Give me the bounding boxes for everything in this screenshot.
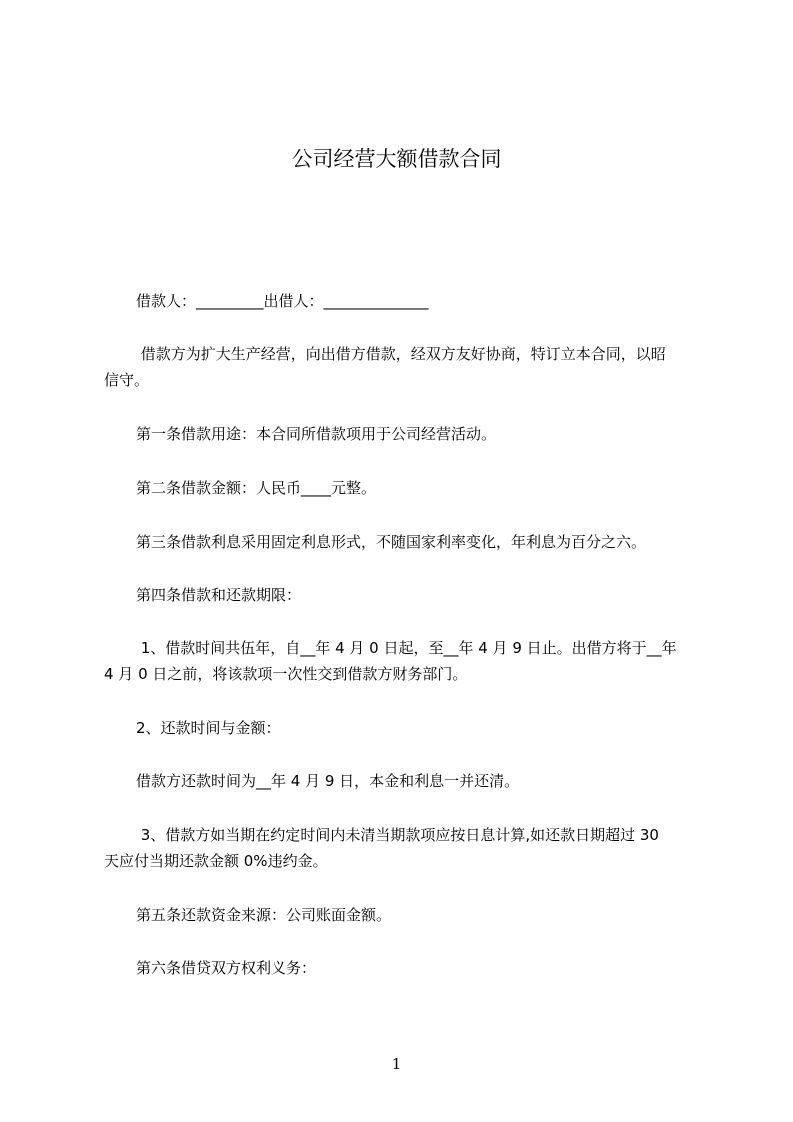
page-number: 1	[391, 1055, 402, 1073]
article-4-clause-1-line-2: 4 月 0 日之前，将该款项一次性交到借款方财务部门。	[104, 665, 468, 683]
article-4-clause-1-line-1: 1、借款时间共伍年，自__年 4 月 0 日起，至__年 4 月 9 日止。出借方将于__年	[136, 639, 677, 657]
article-1: 第一条借款用途：本合同所借款项用于公司经营活动。	[136, 425, 497, 443]
article-5: 第五条还款资金来源：公司账面金额。	[136, 906, 392, 924]
article-4-clause-2: 2、还款时间与金额：	[136, 719, 281, 737]
article-3: 第三条借款利息采用固定利息形式，不随国家利率变化，年利息为百分之六。	[136, 533, 647, 551]
preamble-line-2: 信守。	[104, 371, 150, 389]
article-4-clause-3-line-2: 天应付当期还款金额 0%违约金。	[104, 852, 328, 870]
preamble-line-1: 借款方为扩大生产经营，向出借方借款，经双方友好协商，特订立本合同，以昭	[136, 345, 666, 363]
article-2: 第二条借款金额：人民币____元整。	[136, 479, 377, 497]
parties-line: 借款人：_________出借人：______________	[136, 292, 429, 310]
article-4-clause-3-line-1: 3、借款方如当期在约定时间内未清当期款项应按日息计算,如还款日期超过 30	[136, 826, 659, 844]
document-title: 公司经营大额借款合同	[291, 147, 502, 171]
article-4-heading: 第四条借款和还款期限：	[136, 586, 302, 604]
article-4-clause-2-detail: 借款方还款时间为__年 4 月 9 日，本金和利息一并还清。	[136, 772, 520, 790]
article-6: 第六条借贷双方权利义务：	[136, 959, 317, 977]
